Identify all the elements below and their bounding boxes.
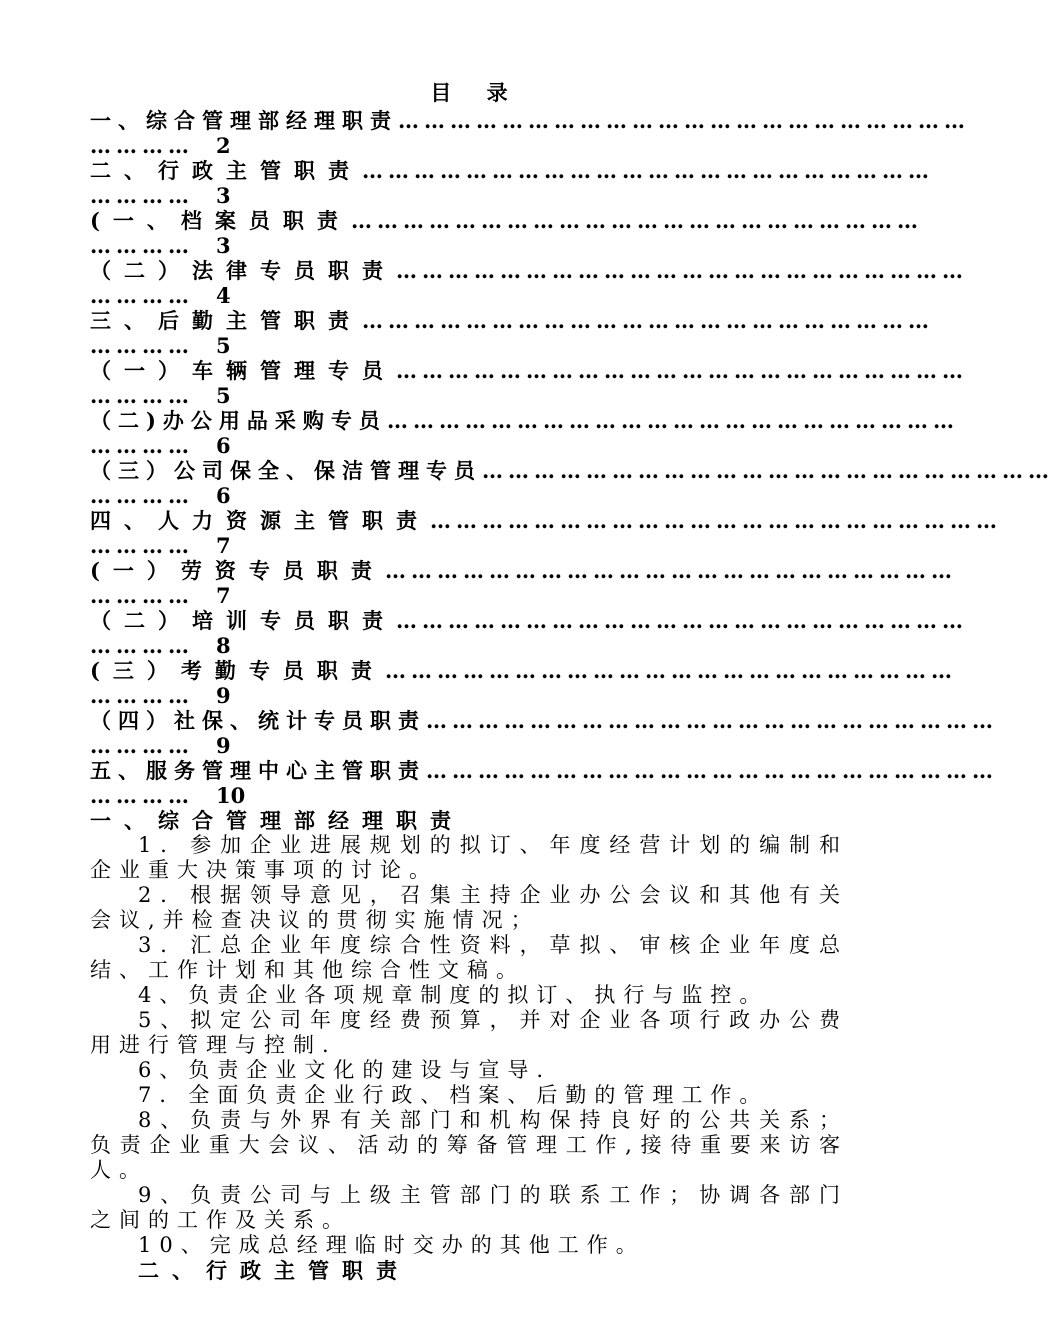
- toc-entry-label: （四）社保、统计专员职责: [90, 708, 426, 733]
- toc-leader-dots: …………………………………………………………: [426, 708, 998, 733]
- toc-page-number: 9: [216, 733, 231, 758]
- toc-entry-label: (三）考勤专员职责: [90, 658, 385, 683]
- toc-leader-dots: …………: [90, 583, 194, 608]
- toc-leader-dots: …………………………………………………………: [350, 208, 923, 233]
- section-heading-1: 一、综合管理部经理职责: [90, 808, 464, 833]
- toc-entry[interactable]: [90, 708, 998, 758]
- toc-page-number: 8: [216, 633, 231, 658]
- toc-entry-line-continued: [90, 683, 848, 708]
- duty-paragraph: 1．参加企业进展规划的拟订、年度经营计划的编制和企业重大决策事项的讨论。: [90, 833, 848, 882]
- toc-entry[interactable]: [90, 108, 970, 158]
- toc-page-number: 7: [216, 533, 231, 558]
- toc-entry-line-continued: [90, 133, 848, 158]
- toc-entry-label: (一）劳资专员职责: [90, 558, 385, 583]
- toc-leader-dots: …………: [90, 533, 194, 558]
- toc-entry-line: [90, 558, 957, 583]
- toc-entry-line-continued: [90, 733, 848, 758]
- toc-leader-dots: …………: [90, 433, 194, 458]
- toc-entry-label: 一、综合管理部经理职责: [90, 108, 398, 133]
- toc-entry-line: [90, 658, 957, 683]
- toc-leader-dots: …………………………………………………………: [386, 408, 959, 433]
- toc-page-number: 7: [216, 583, 231, 608]
- toc-leader-dots: …………: [90, 783, 194, 808]
- toc-entry[interactable]: [90, 658, 957, 708]
- toc-entry[interactable]: [90, 608, 968, 658]
- toc-entry-line-continued: [90, 183, 848, 208]
- toc-entry[interactable]: [90, 208, 923, 258]
- toc-entry-label: 五、服务管理中心主管职责: [90, 758, 426, 783]
- toc-entry-line-continued: [90, 633, 848, 658]
- toc-leader-dots: …………………………………………………………: [430, 508, 1002, 533]
- document-page: [90, 78, 1054, 1283]
- toc-leader-dots: …………………………………………………………: [396, 258, 968, 283]
- toc-entry-line: [90, 508, 1002, 533]
- toc-page-number: 6: [216, 433, 231, 458]
- toc-entry-line: [90, 758, 998, 783]
- toc-leader-dots: …………: [90, 233, 194, 258]
- duties-list: [90, 833, 848, 1258]
- toc-entry-label: (一、档案员职责: [90, 208, 351, 233]
- toc-leader-dots: …………………………………………………………: [398, 108, 970, 133]
- toc-leader-dots: …………: [90, 183, 194, 208]
- toc-leader-dots: …………………………………………………………: [384, 658, 957, 683]
- toc-entry-label: 三、后勤主管职责: [90, 308, 362, 333]
- toc-leader-dots: …………: [90, 383, 194, 408]
- toc-leader-dots: …………………………………………………………: [384, 558, 957, 583]
- duty-paragraph: 2．根据领导意见，召集主持企业办公会议和其他有关会议,并检查决议的贯彻实施情况；: [90, 883, 848, 932]
- toc-leader-dots: …………: [90, 733, 194, 758]
- toc-leader-dots: …………………………………………………………: [426, 758, 998, 783]
- toc-entry-line-continued: [90, 533, 848, 558]
- toc-page-number: 5: [216, 333, 231, 358]
- duty-paragraph: 9、负责公司与上级主管部门的联系工作；协调各部门之间的工作及关系。: [90, 1183, 848, 1232]
- toc-entry[interactable]: [90, 758, 998, 808]
- duty-paragraph: 4、负责企业各项规章制度的拟订、执行与监控。: [138, 983, 769, 1007]
- duty-paragraph: 6、负责企业文化的建设与宣导.: [138, 1058, 552, 1082]
- toc-entry-line-continued: [90, 233, 848, 258]
- toc-entry-line-continued: [90, 583, 848, 608]
- toc-leader-dots: …………: [90, 333, 194, 358]
- toc-entry-line-continued: [90, 333, 848, 358]
- section-heading-2: 二、行政主管职责: [138, 1258, 410, 1283]
- toc-page-number: 4: [216, 283, 231, 308]
- table-of-contents: [90, 108, 1054, 808]
- toc-entry-line: [90, 108, 970, 133]
- toc-entry-line: [90, 608, 968, 633]
- toc-entry-label: （一）车辆管理专员: [90, 358, 396, 383]
- toc-leader-dots: …………………………………………………………: [482, 458, 1054, 483]
- duty-paragraph: 3．汇总企业年度综合性资料，草拟、审核企业年度总结、工作计划和其他综合性文稿。: [90, 933, 848, 982]
- toc-page-number: 9: [216, 683, 231, 708]
- toc-page-number: 10: [216, 783, 246, 808]
- toc-entry[interactable]: [90, 508, 1002, 558]
- toc-entry[interactable]: [90, 558, 957, 608]
- toc-entry[interactable]: [90, 458, 1054, 508]
- toc-page-number: 3: [216, 233, 231, 258]
- toc-page-number: 6: [216, 483, 231, 508]
- toc-leader-dots: …………: [90, 683, 194, 708]
- toc-entry-line-continued: [90, 433, 848, 458]
- toc-entry[interactable]: [90, 258, 968, 308]
- toc-entry-label: 四、人力资源主管职责: [90, 508, 430, 533]
- toc-entry-line: [90, 458, 1054, 483]
- toc-entry-line: [90, 308, 934, 333]
- toc-entry[interactable]: [90, 308, 934, 358]
- toc-entry-line: [90, 258, 968, 283]
- toc-leader-dots: …………: [90, 133, 194, 158]
- toc-entry-label: 二、行政主管职责: [90, 158, 362, 183]
- duty-paragraph: 7．全面负责企业行政、档案、后勤的管理工作。: [138, 1083, 769, 1107]
- toc-entry-label: （二）培训专员职责: [90, 608, 396, 633]
- duty-paragraph: 10、完成总经理临时交办的其他工作。: [138, 1233, 645, 1257]
- toc-leader-dots: …………………………………………………………: [362, 158, 934, 183]
- toc-leader-dots: …………: [90, 283, 194, 308]
- toc-page-number: 5: [216, 383, 231, 408]
- toc-leader-dots: …………………………………………………………: [362, 308, 934, 333]
- toc-leader-dots: …………: [90, 633, 194, 658]
- toc-entry-label: （三）公司保全、保洁管理专员: [90, 458, 482, 483]
- toc-page-number: 2: [216, 133, 231, 158]
- toc-entry-line: [90, 708, 998, 733]
- toc-entry[interactable]: [90, 408, 959, 458]
- toc-entry-label: （二）法律专员职责: [90, 258, 396, 283]
- toc-entry-line-continued: [90, 283, 848, 308]
- toc-title: 目 录: [430, 80, 522, 105]
- toc-entry-line-continued: [90, 783, 848, 808]
- toc-leader-dots: …………………………………………………………: [396, 358, 968, 383]
- duty-paragraph: 8、负责与外界有关部门和机构保持良好的公共关系；负责企业重大会议、活动的筹备管理工作,接待重要来访客人。: [90, 1108, 848, 1182]
- toc-entry-line-continued: [90, 483, 848, 508]
- toc-entry[interactable]: [90, 158, 934, 208]
- toc-leader-dots: …………………………………………………………: [396, 608, 968, 633]
- toc-entry-label: （二)办公用品采购专员: [90, 408, 387, 433]
- toc-entry-line-continued: [90, 383, 848, 408]
- toc-entry-line: [90, 408, 959, 433]
- toc-entry-line: [90, 208, 923, 233]
- toc-entry-line: [90, 158, 934, 183]
- duty-paragraph: 5、拟定公司年度经费预算，并对企业各项行政办公费用进行管理与控制.: [90, 1008, 848, 1057]
- toc-entry-line: [90, 358, 968, 383]
- toc-page-number: 3: [216, 183, 231, 208]
- toc-entry[interactable]: [90, 358, 968, 408]
- toc-leader-dots: …………: [90, 483, 194, 508]
